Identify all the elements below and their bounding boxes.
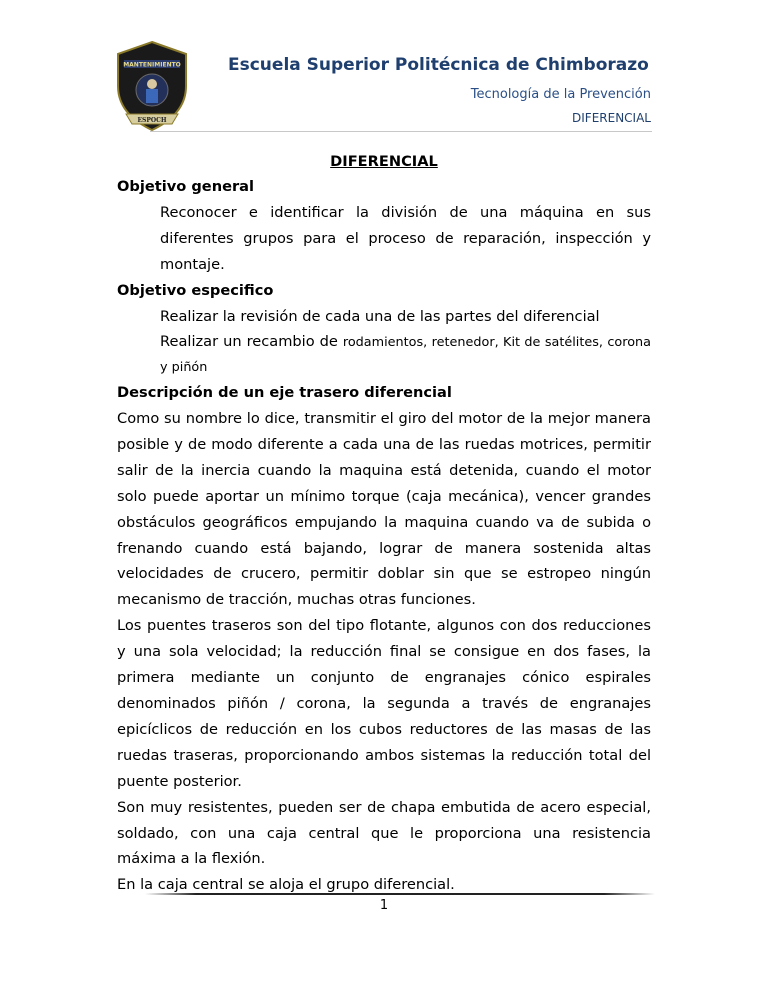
item-2-parts: rodamientos, retenedor, Kit de satélites, corona y piñón	[160, 335, 651, 375]
logo-bottom-text: ESPOCH	[137, 117, 167, 124]
objetivo-especifico-item-2	[117, 330, 651, 380]
school-logo	[114, 40, 190, 132]
paragraph-3: Son muy resistentes, pueden ser de chapa embutida de acero especial, soldado, con una caja central que le proporciona una resistencia máxima a la flexión.	[117, 798, 651, 868]
item-2-lead: Realizar un recambio de	[160, 333, 338, 350]
department-name: Tecnología de la Prevención	[470, 87, 651, 102]
footer-divider	[145, 893, 655, 895]
objetivo-especifico-item-1: Realizar la revisión de cada una de las partes del diferencial	[160, 308, 600, 325]
document-body	[117, 150, 651, 898]
page-number	[0, 898, 768, 913]
page-number-text: 1	[379, 898, 389, 913]
school-name: Escuela Superior Politécnica de Chimborazo	[228, 55, 649, 75]
descripcion-heading: Descripción de un eje trasero diferencial	[117, 384, 452, 401]
paragraph-1: Como su nombre lo dice, transmitir el giro del motor de la mejor manera posible y de modo diferente a cada una de las ruedas motrices, permitir salir de la inercia cuando la maquina está detenida, cuando el motor solo puede aportar un mínimo torque (caja mecánica), vencer grandes obstáculos geográficos empujando la maquina cuando va de subida o frenando cuando está bajando, lograr de manera sostenida altas velocidades de crucero, permitir doblar sin que se estropeo ningún mecanismo de tracción, muchas otras funciones.	[117, 410, 651, 609]
header-divider	[150, 131, 652, 132]
objetivo-especifico-heading: Objetivo especifico	[117, 282, 274, 299]
paragraph-2: Los puentes traseros son del tipo flotante, algunos con dos reducciones y una sola velocidad; la reducción final se consigue en dos fases, la primera mediante un conjunto de engranajes cónico espirales denominados piñón / corona, la segunda a través de engranajes epicíclicos de reducción en los cubos reductores de las masas de las ruedas traseras, proporcionando ambos sistemas la reducción total del puente posterior.	[117, 617, 651, 790]
objetivo-general-text: Reconocer e identificar la división de una máquina en sus diferentes grupos para el proceso de reparación, inspección y montaje.	[160, 204, 651, 273]
paragraph-4: En la caja central se aloja el grupo diferencial.	[117, 876, 455, 894]
header-topic: DIFERENCIAL	[572, 111, 651, 125]
objetivo-general-heading: Objetivo general	[117, 178, 255, 195]
logo-top-text: MANTENIMIENTO	[123, 61, 181, 69]
document-title: DIFERENCIAL	[330, 153, 438, 170]
